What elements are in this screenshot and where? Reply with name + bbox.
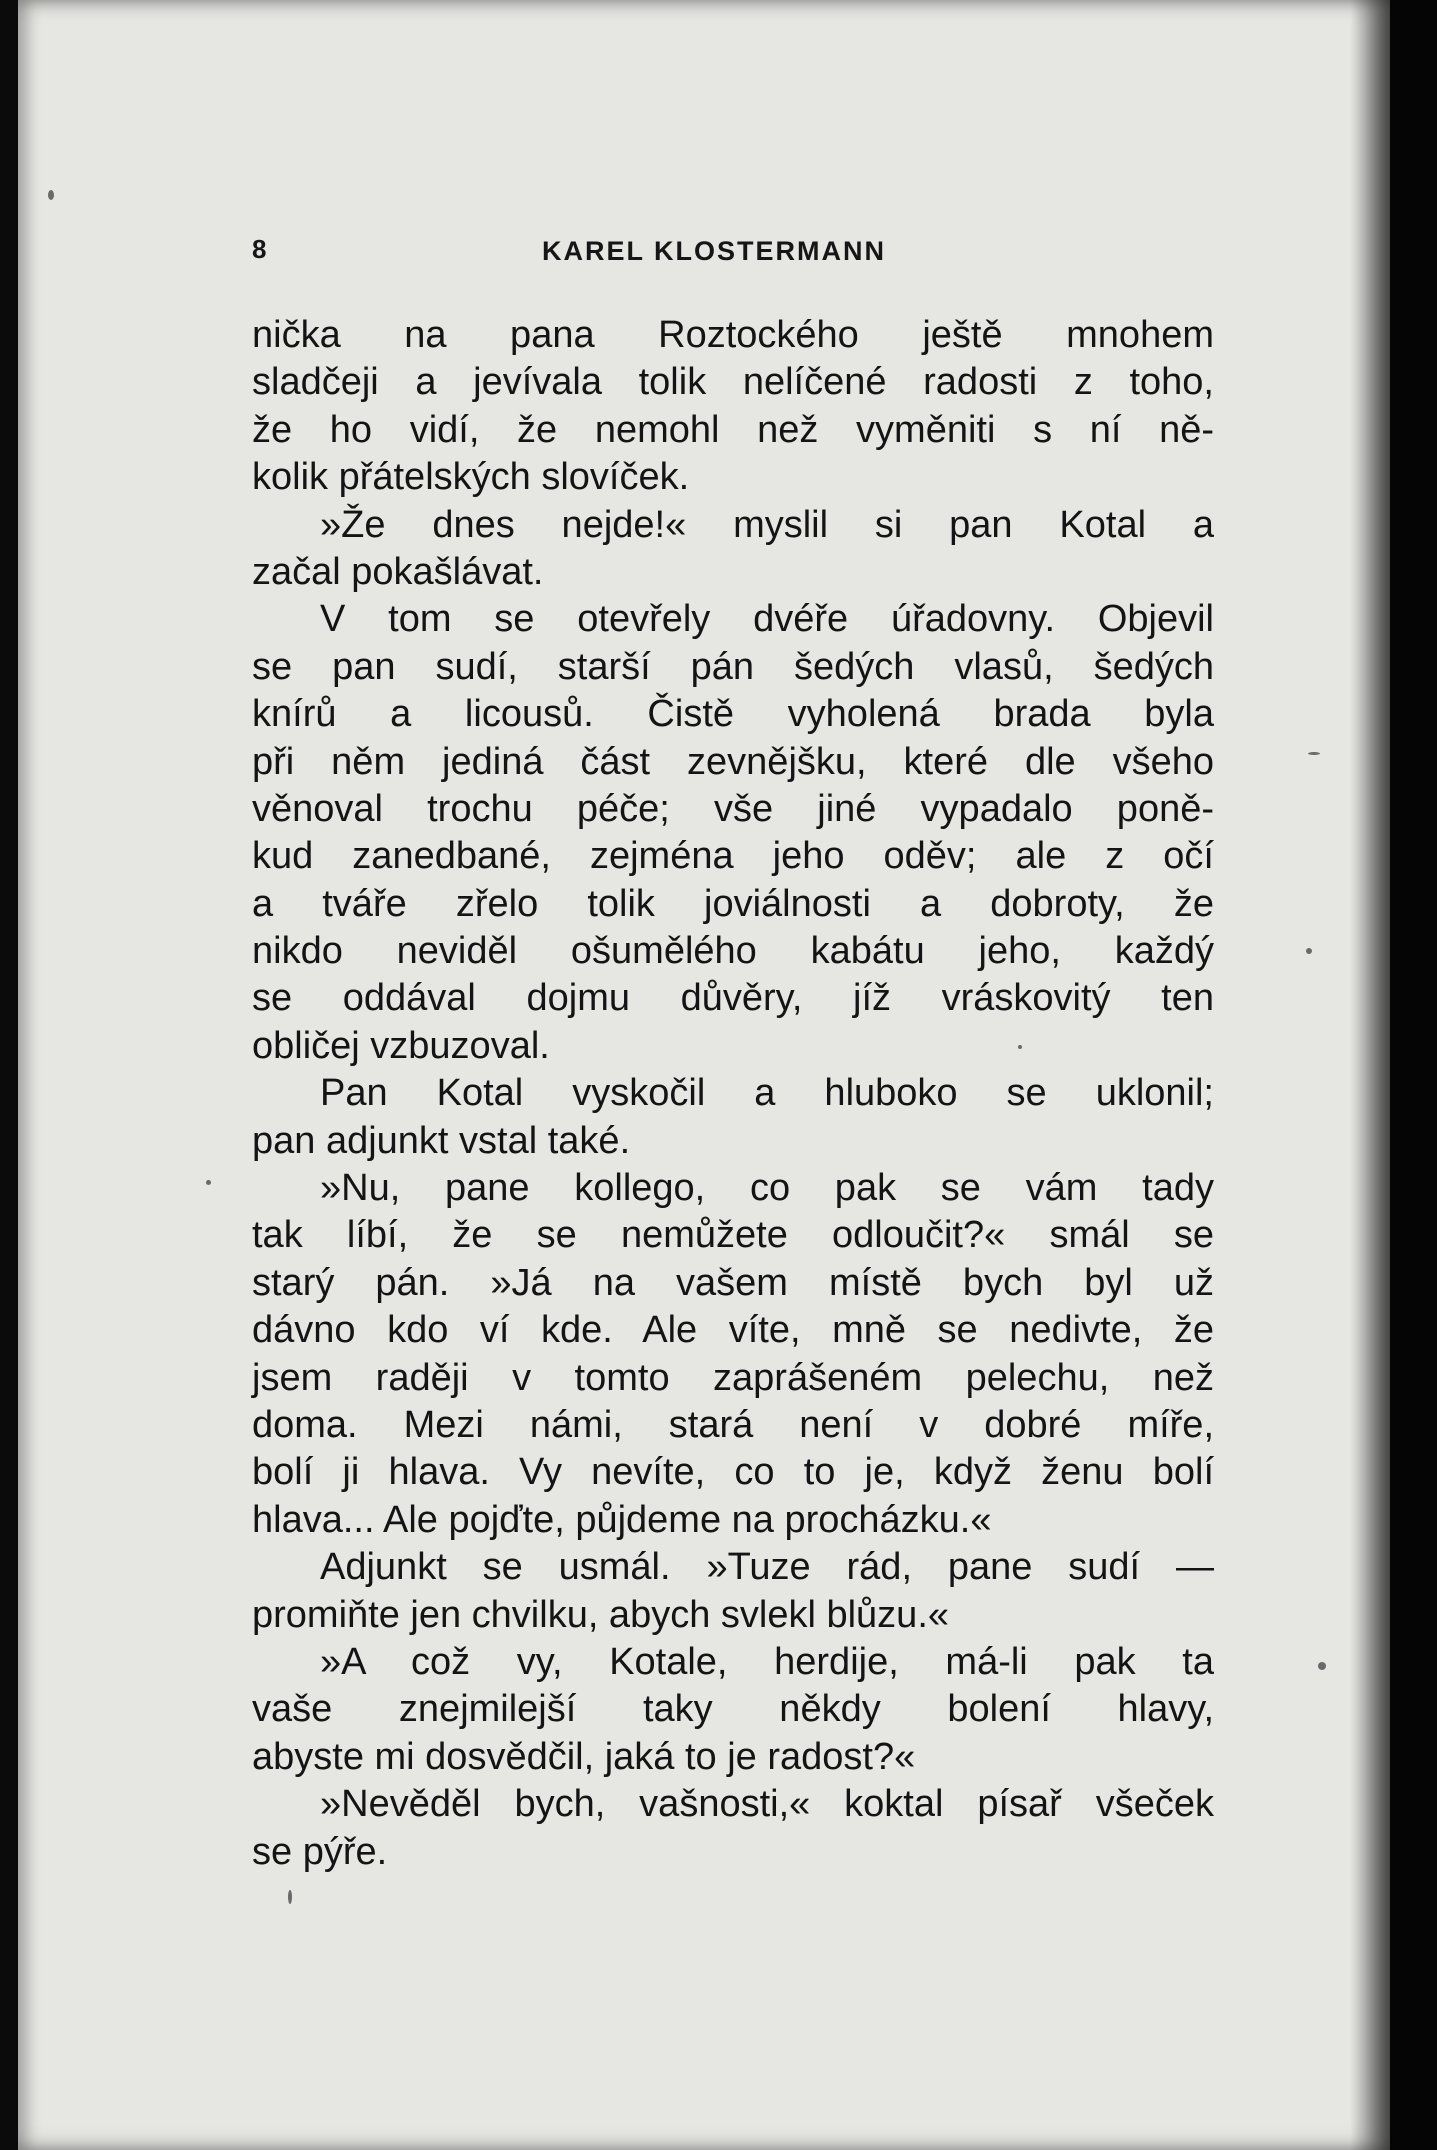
text-line: tak líbí, že se nemůžete odloučit?« smál se [252,1214,1214,1257]
text-line: věnoval trochu péče; vše jiné vypadalo poně- [252,787,1214,830]
text-line: knírů a licousů. Čistě vyholená brada byla [252,693,1214,736]
text-line: obličej vzbuzoval. [252,1024,550,1067]
page-header [252,232,1252,272]
text-line: »Nu, pane kollego, co pak se vám tady [320,1167,1214,1210]
text-line: Pan Kotal vyskočil a hluboko se uklonil; [320,1072,1214,1115]
text-line: »Že dnes nejde!« myslil si pan Kotal a [320,503,1214,546]
text-line: vaše znejmilejší taky někdy bolení hlavy, [252,1688,1214,1731]
body-text [252,312,1214,1876]
text-line: promiňte jen chvilku, abych svlekl blůzu.« [252,1593,950,1636]
text-line: jsem raději v tomto zaprášeném pelechu, než [252,1356,1214,1399]
text-line: »Nevěděl bych, vašnosti,« koktal písař všeček [320,1783,1214,1826]
running-head: KAREL KLOSTERMANN [542,236,886,266]
paper-speck [1018,1045,1022,1049]
text-line: se pýře. [252,1830,388,1873]
text-line: sladčeji a jevívala tolik nelíčené radosti z toho, [252,361,1214,404]
book-page [18,0,1390,2150]
text-line: nikdo neviděl ošumělého kabátu jeho, každý [252,930,1214,973]
paper-speck [48,190,54,200]
text-line: že ho vidí, že nemohl než vyměniti s ní ně- [252,408,1214,451]
text-line: doma. Mezi námi, stará není v dobré míře, [252,1403,1214,1446]
text-line: při něm jediná část zevnějšku, které dle všeho [252,740,1214,783]
paper-speck [1318,1662,1326,1670]
text-line: se pan sudí, starší pán šedých vlasů, šedých [252,645,1214,688]
book-spine-shadow [1390,0,1437,2150]
text-line: hlava... Ale pojďte, půjdeme na procházku.« [252,1498,992,1541]
paper-speck [206,1180,211,1185]
text-line: se oddával dojmu důvěry, jíž vráskovitý ten [252,977,1214,1020]
text-line: starý pán. »Já na vašem místě bych byl už [252,1261,1214,1304]
text-line: nička na pana Roztockého ještě mnohem [252,314,1214,356]
text-line: »A což vy, Kotale, herdije, má-li pak ta [320,1640,1214,1683]
text-line: bolí ji hlava. Vy nevíte, co to je, když ženu bolí [252,1451,1214,1494]
page-number: 8 [252,234,267,264]
paper-speck [1308,752,1320,755]
text-line: pan adjunkt vstal také. [252,1119,631,1162]
paper-speck [1306,948,1312,954]
text-line: a tváře zřelo tolik joviálnosti a dobroty, že [252,882,1214,925]
text-line: kud zanedbané, zejména jeho oděv; ale z očí [252,835,1214,878]
text-line: Adjunkt se usmál. »Tuze rád, pane sudí — [320,1546,1214,1589]
text-line: abyste mi dosvědčil, jaká to je radost?« [252,1735,916,1778]
paper-speck [288,1890,292,1904]
text-line: V tom se otevřely dvéře úřadovny. Objevil [320,598,1214,641]
text-line: kolik přátelských slovíček. [252,456,690,499]
text-line: začal pokašlávat. [252,550,544,593]
text-line: dávno kdo ví kde. Ale víte, mně se nedivte, že [252,1309,1214,1352]
